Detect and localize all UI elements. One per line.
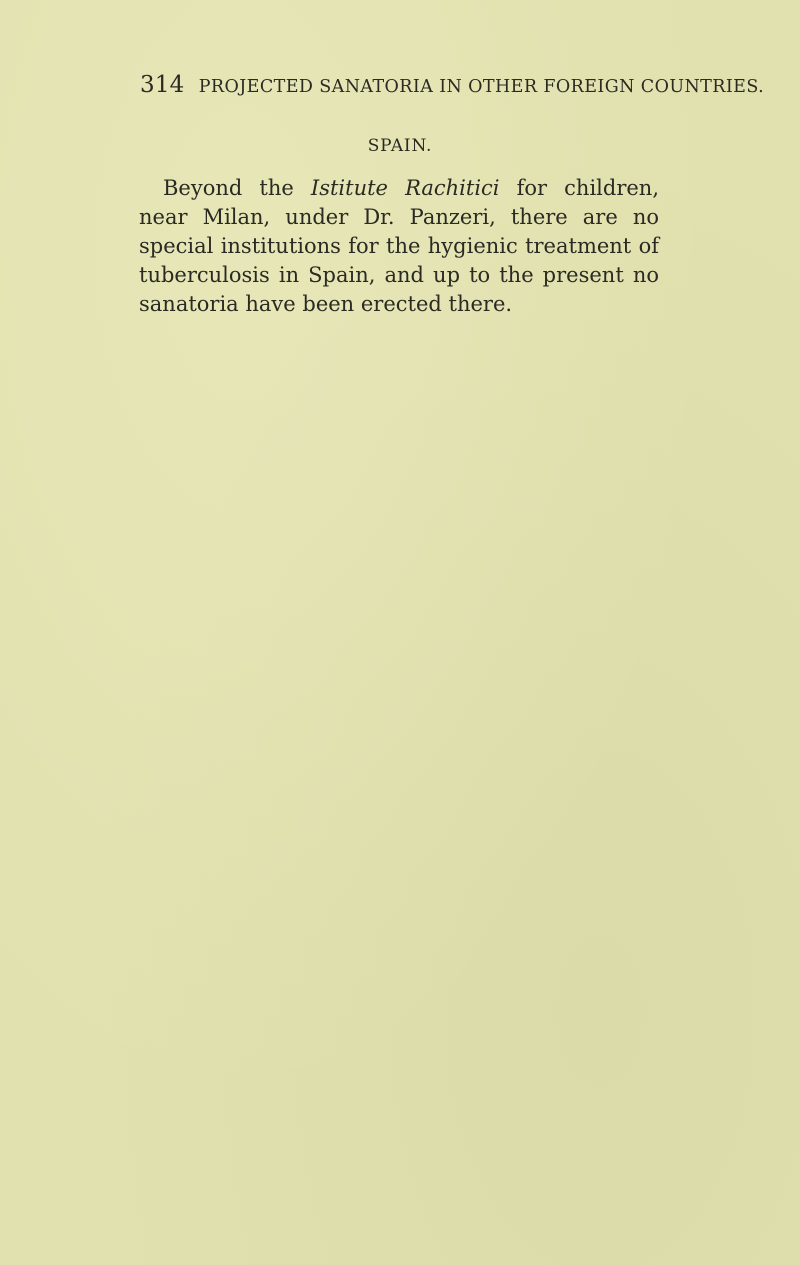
body-paragraph: [139, 174, 659, 319]
paragraph-text-end: for children, near Milan, under Dr. Panzeri, there are no special institutions for the hygienic treatment of tuberculosis in Spain, and up to the present no sanatoria have been erected there.: [139, 176, 660, 316]
running-head: [140, 72, 780, 98]
page-number: 314: [140, 72, 185, 98]
institution-name: Istitute Rachitici: [310, 176, 500, 200]
section-heading: SPAIN.: [367, 136, 433, 156]
running-title: PROJECTED SANATORIA IN OTHER FOREIGN COUNTRIES.: [198, 77, 765, 97]
paragraph-text-start: Beyond the: [163, 176, 311, 200]
